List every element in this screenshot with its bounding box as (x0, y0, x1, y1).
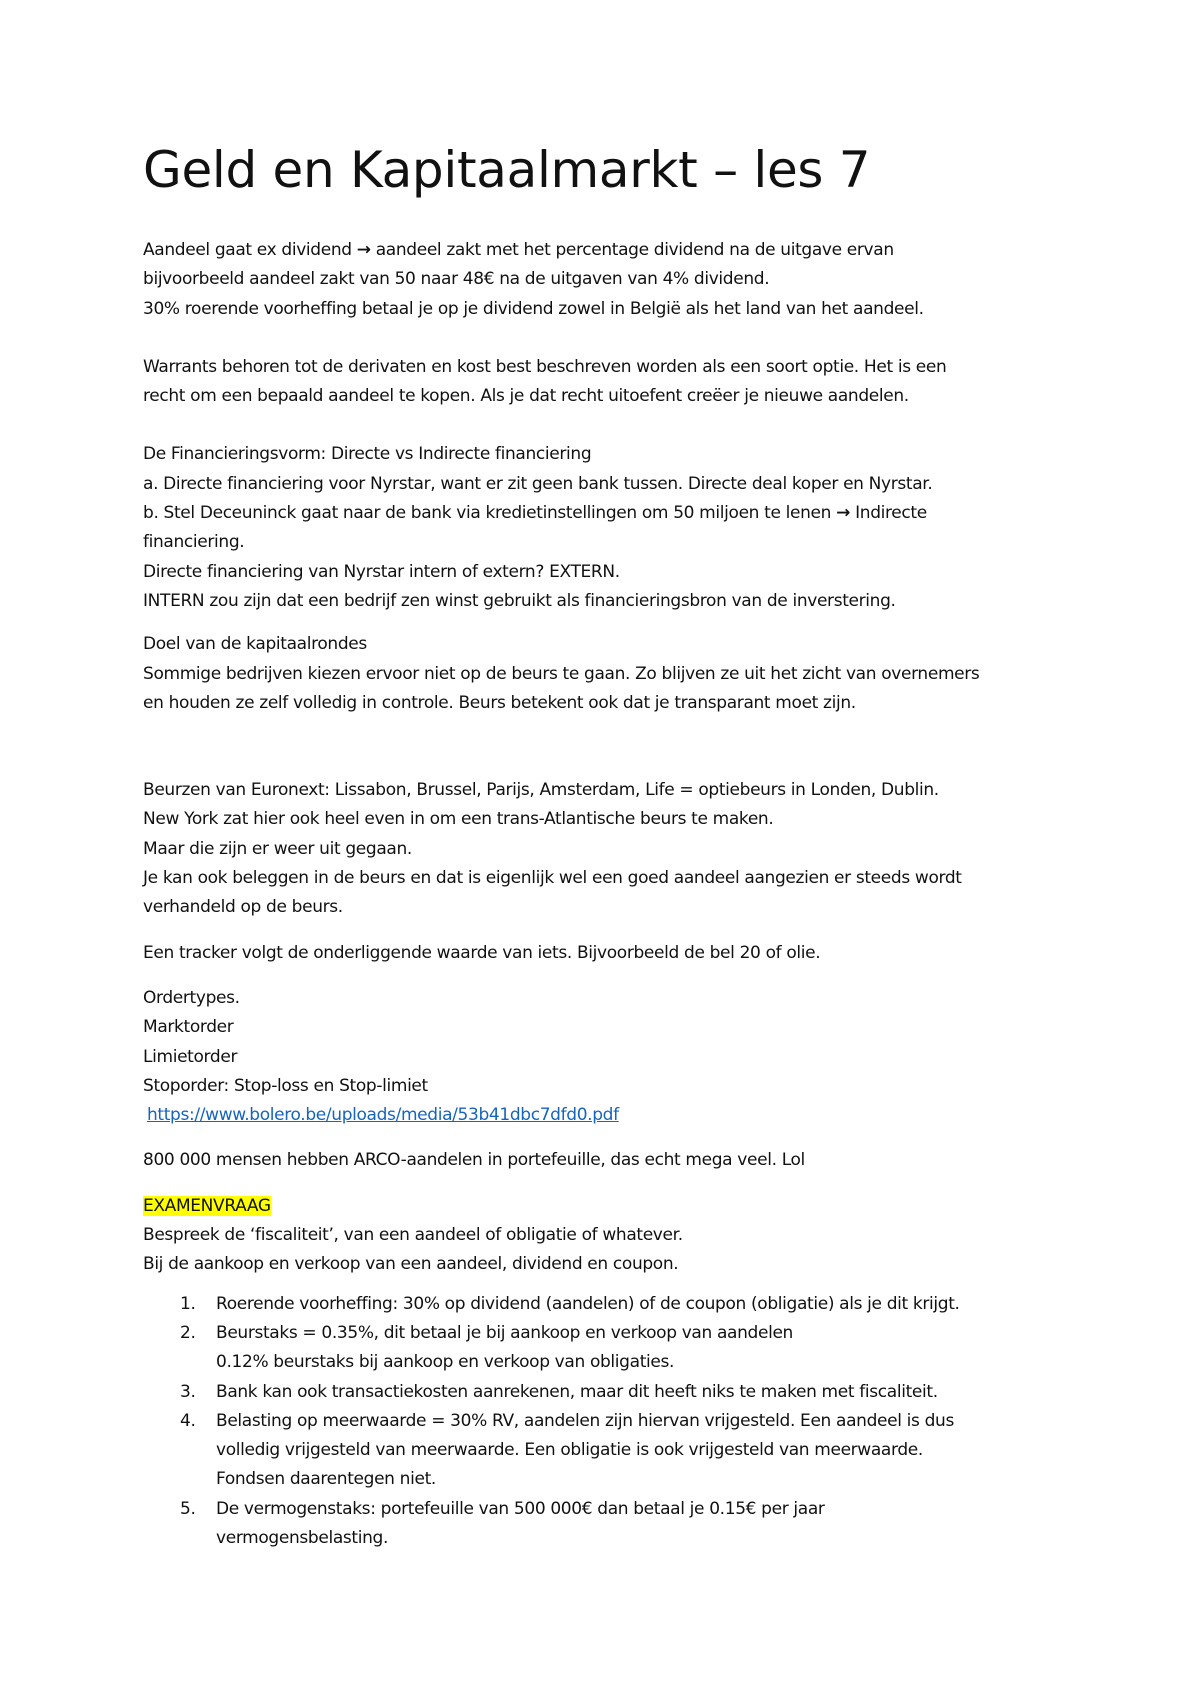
financing-heading: De Financieringsvorm: Directe vs Indirecte financiering (143, 444, 592, 465)
dividend-line-3: 30% roerende voorheffing betaal je op je dividend zowel in België als het land van het aandeel. (143, 298, 924, 319)
financing-line-a: a. Directe financiering voor Nyrstar, want er zit geen bank tussen. Directe deal koper en Nyrstar. (143, 473, 933, 494)
euronext-line-2: New York zat hier ook heel even in om een trans-Atlantische beurs te maken. (143, 809, 774, 830)
tracker-line: Een tracker volgt de onderliggende waarde van iets. Bijvoorbeeld de bel 20 of olie. (143, 942, 821, 963)
financing-question: Directe financiering van Nyrstar intern of extern? EXTERN. (143, 561, 620, 582)
list-item-text: volledig vrijgesteld van meerwaarde. Een obligatie is ook vrijgesteld van meerwaarde. (216, 1440, 923, 1461)
warrants-paragraph (143, 353, 1083, 412)
euronext-line-1: Beurzen van Euronext: Lissabon, Brussel, Parijs, Amsterdam, Life = optiebeurs in Londen, Dublin. (143, 780, 939, 801)
ordertype-market: Marktorder (143, 1017, 234, 1038)
list-number: 5. (180, 1498, 196, 1519)
list-item (143, 1407, 1083, 1495)
capital-rounds-line-1: Sommige bedrijven kiezen ervoor niet op de beurs te gaan. Zo blijven ze uit het zicht van overnemers (143, 663, 980, 684)
document-body (143, 236, 1083, 1553)
financing-line-b-cont: financiering. (143, 532, 245, 553)
warrants-line-1: Warrants behoren tot de derivaten en kost best beschreven worden als een soort optie. Het is een (143, 356, 947, 377)
financing-b-text-a: b. Stel Deceuninck gaat naar de bank via kredietinstellingen om 50 miljoen te lenen (143, 503, 837, 524)
dividend-text-b: aandeel zakt met het percentage dividend na de uitgave ervan (370, 240, 894, 260)
list-item (143, 1290, 1083, 1319)
exam-line-2: Bij de aankoop en verkoop van een aandeel, dividend en coupon. (143, 1254, 679, 1275)
list-item-text: Fondsen daarentegen niet. (216, 1469, 436, 1490)
dividend-paragraph (143, 236, 1083, 324)
euronext-line-4: Je kan ook beleggen in de beurs en dat is eigenlijk wel een goed aandeel aangezien er steeds wordt (143, 868, 962, 889)
list-number: 2. (180, 1322, 196, 1343)
euronext-paragraph (143, 776, 1083, 922)
warrants-line-2: recht om een bepaald aandeel te kopen. Als je dat recht uitoefent creëer je nieuwe aandelen. (143, 386, 909, 407)
ordertype-limit: Limietorder (143, 1046, 238, 1067)
dividend-line-1 (143, 236, 1083, 265)
financing-intern: INTERN zou zijn dat een bedrijf zen winst gebruikt als financieringsbron van de inverstering. (143, 590, 896, 611)
capital-rounds-paragraph (143, 630, 1083, 718)
exam-section (143, 1192, 1083, 1554)
ordertypes-paragraph (143, 984, 1083, 1130)
financing-b-text-b: Indirecte (850, 503, 927, 524)
list-item-text: Belasting op meerwaarde = 30% RV, aandelen zijn hiervan vrijgesteld. Een aandeel is dus (216, 1410, 954, 1431)
tracker-paragraph (143, 939, 1083, 968)
exam-line-1: Bespreek de ‘fiscaliteit’, van een aandeel of obligatie of whatever. (143, 1225, 683, 1246)
arco-line: 800 000 mensen hebben ARCO-aandelen in portefeuille, das echt mega veel. Lol (143, 1150, 805, 1171)
financing-paragraph (143, 440, 1083, 616)
capital-rounds-heading: Doel van de kapitaalrondes (143, 634, 367, 655)
right-arrow-icon: → (836, 503, 851, 524)
euronext-line-5: verhandeld op de beurs. (143, 897, 343, 918)
list-item-text: 0.12% beurstaks bij aankoop en verkoop van obligaties. (216, 1352, 675, 1373)
list-item-text: vermogensbelasting. (216, 1527, 389, 1548)
list-number: 3. (180, 1381, 196, 1402)
financing-line-b (143, 499, 1083, 528)
ordertype-stop: Stoporder: Stop-loss en Stop-limiet (143, 1075, 428, 1096)
arco-paragraph (143, 1146, 1083, 1175)
list-item-text: De vermogenstaks: portefeuille van 500 000€ dan betaal je 0.15€ per jaar (216, 1498, 825, 1519)
list-item-text: Roerende voorheffing: 30% op dividend (aandelen) of de coupon (obligatie) als je dit krijgt. (216, 1293, 960, 1314)
list-item-text: Bank kan ook transactiekosten aanrekenen, maar dit heeft niks te maken met fiscaliteit. (216, 1381, 938, 1402)
fiscal-list (143, 1290, 1083, 1554)
dividend-text-a: Aandeel gaat ex dividend (143, 240, 357, 260)
document-title: Geld en Kapitaalmarkt – les 7 (143, 141, 871, 199)
list-item (143, 1378, 1083, 1407)
exam-label: EXAMENVRAAG (143, 1195, 271, 1216)
list-item (143, 1319, 1083, 1378)
dividend-line-2: bijvoorbeeld aandeel zakt van 50 naar 48€ na de uitgaven van 4% dividend. (143, 269, 770, 290)
euronext-line-3: Maar die zijn er weer uit gegaan. (143, 838, 412, 859)
ordertypes-heading: Ordertypes. (143, 987, 240, 1008)
capital-rounds-line-2: en houden ze zelf volledig in controle. Beurs betekent ook dat je transparant moet zijn. (143, 692, 856, 713)
right-arrow-icon: → (356, 240, 371, 260)
bolero-pdf-link[interactable]: https://www.bolero.be/uploads/media/53b41dbc7dfd0.pdf (147, 1105, 619, 1126)
list-number: 1. (180, 1293, 196, 1314)
list-number: 4. (180, 1410, 196, 1431)
list-item-text: Beurstaks = 0.35%, dit betaal je bij aankoop en verkoop van aandelen (216, 1322, 793, 1343)
list-item (143, 1495, 1083, 1554)
